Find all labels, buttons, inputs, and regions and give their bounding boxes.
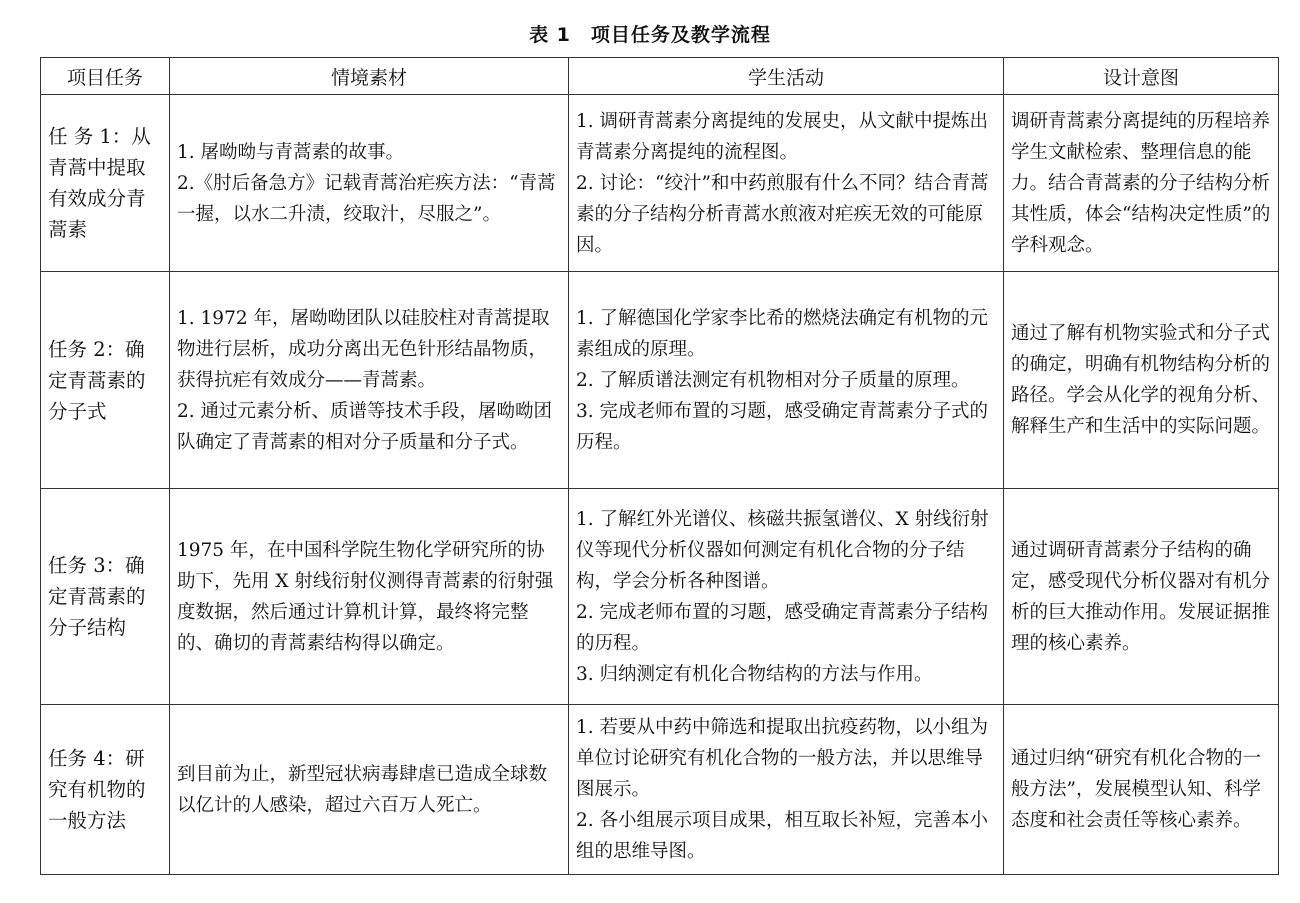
table-caption: 项目任务及教学流程 [590, 24, 771, 46]
header-material: 情境素材 [170, 58, 569, 95]
activity-line: 2. 各小组展示项目成果，相互取长补短，完善本小组的思维导图。 [576, 810, 989, 862]
header-intent: 设计意图 [1004, 58, 1279, 95]
material-cell [170, 272, 569, 489]
activity-line: 1. 了解红外光谱仪、核磁共振氢谱仪、X 射线衍射仪等现代分析仪器如何测定有机化合物的分子结构，学会分析各种图谱。 [576, 508, 989, 592]
activity-line: 1. 若要从中药中筛选和提取出抗疫药物，以小组为单位讨论研究有机化合物的一般方法，并以思维导图展示。 [576, 717, 989, 800]
table-row [41, 272, 1279, 489]
teaching-flow-table [40, 57, 1279, 875]
intent-cell: 调研青蒿素分离提纯的历程培养学生文献检索、整理信息的能力。结合青蒿素的分子结构分析其性质，体会“结构决定性质”的学科观念。 [1004, 95, 1279, 272]
material-line: 1975 年，在中国科学院生物化学研究所的协助下，先用 X 射线衍射仪测得青蒿素的衍射强度数据，然后通过计算机计算，最终将完整的、确切的青蒿素结构得以确定。 [177, 539, 554, 654]
activity-line: 1. 了解德国化学家李比希的燃烧法确定有机物的元素组成的原理。 [576, 307, 989, 360]
material-line: 1. 屠呦呦与青蒿素的故事。 [177, 141, 405, 163]
material-line: 2.《肘后备急方》记载青蒿治疟疾方法：“青蒿一握，以水二升渍，绞取汁，尽服之”。 [177, 172, 556, 225]
activity-line: 3. 归纳测定有机化合物结构的方法与作用。 [576, 663, 933, 685]
activities-cell [569, 272, 1004, 489]
activity-line: 2. 完成老师布置的习题，感受确定青蒿素分子结构的历程。 [576, 601, 989, 654]
task-cell: 任 务 1：从青蒿中提取有效成分青蒿素 [41, 95, 170, 272]
activities-cell [569, 95, 1004, 272]
header-activities: 学生活动 [569, 58, 1004, 95]
activity-line: 2. 了解质谱法测定有机物相对分子质量的原理。 [576, 369, 970, 391]
material-line: 到目前为止，新型冠状病毒肆虐已造成全球数以亿计的人感染，超过六百万人死亡。 [177, 763, 548, 816]
material-line: 1. 1972 年，屠呦呦团队以硅胶柱对青蒿提取物进行层析，成功分离出无色针形结晶物质，获得抗疟有效成分——青蒿素。 [177, 307, 550, 391]
task-cell: 任务 4：研究有机物的一般方法 [41, 705, 170, 875]
activities-cell [569, 705, 1004, 875]
material-cell [170, 489, 569, 705]
table-row [41, 705, 1279, 875]
intent-cell: 通过调研青蒿素分子结构的确定，感受现代分析仪器对有机分析的巨大推动作用。发展证据推理的核心素养。 [1004, 489, 1279, 705]
activities-cell [569, 489, 1004, 705]
task-cell: 任务 3：确定青蒿素的分子结构 [41, 489, 170, 705]
header-task: 项目任务 [41, 58, 170, 95]
material-cell [170, 95, 569, 272]
table-title [0, 20, 1300, 47]
activity-line: 1. 调研青蒿素分离提纯的发展史，从文献中提炼出青蒿素分离提纯的流程图。 [576, 110, 989, 163]
activity-line: 2. 讨论：“绞汁”和中药煎服有什么不同？结合青蒿素的分子结构分析青蒿水煎液对疟疾无效的可能原因。 [576, 172, 989, 256]
intent-cell: 通过了解有机物实验式和分子式的确定，明确有机物结构分析的路径。学会从化学的视角分析、解释生产和生活中的实际问题。 [1004, 272, 1279, 489]
task-cell: 任务 2：确定青蒿素的分子式 [41, 272, 170, 489]
activity-line: 3. 完成老师布置的习题，感受确定青蒿素分子式的历程。 [576, 400, 989, 453]
table-row [41, 95, 1279, 272]
header-row [41, 58, 1279, 95]
table-row [41, 489, 1279, 705]
material-line: 2. 通过元素分析、质谱等技术手段，屠呦呦团队确定了青蒿素的相对分子质量和分子式。 [177, 400, 553, 453]
material-cell [170, 705, 569, 875]
intent-cell: 通过归纳“研究有机化合物的一般方法”，发展模型认知、科学态度和社会责任等核心素养。 [1004, 705, 1279, 875]
table-number: 表 1 [529, 24, 571, 46]
